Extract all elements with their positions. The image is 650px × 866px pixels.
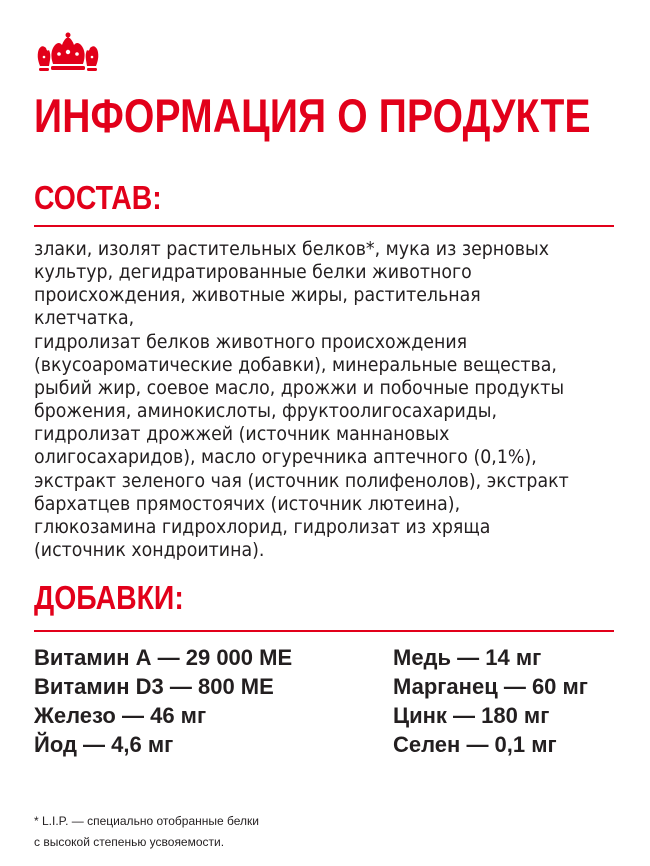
crown-icon bbox=[33, 32, 103, 74]
composition-text: злаки, изолят растительных белков*, мука из зерновых культур, дегидратированные белки животного происхождения, животные жиры, растительная клетчатка, гидролизат белков животного происхождения (вкусоароматические добавки), минеральные вещества, рыбий жир, соевое масло, дрожжи и побочные продукты брожения, аминокислоты, фруктоолигосахариды, гидролизат дрожжей (источник маннановых олигосахаридов), масло огуречника аптечного (0,1%), экстракт зеленого чая (источник полифенолов), экстракт бархатцев прямостоячих (источник лютеина), глюкозамина гидрохлорид, гидролизат из хряща (источник хондроитина). bbox=[34, 238, 569, 562]
additives-heading: ДОБАВКИ: bbox=[34, 579, 184, 616]
page-title: ИНФОРМАЦИЯ О ПРОДУКТЕ bbox=[34, 89, 591, 142]
additive-item: Цинк — 180 мг bbox=[393, 703, 550, 728]
additive-item: Селен — 0,1 мг bbox=[393, 732, 557, 757]
footnote: * L.I.P. — специально отобранные белки с высокой степенью усвояемости. bbox=[34, 814, 259, 849]
additive-item: Витамин А — 29 000 МЕ bbox=[34, 645, 293, 670]
additive-item: Витамин D3 — 800 МЕ bbox=[34, 674, 274, 699]
additive-item: Медь — 14 мг bbox=[393, 645, 542, 670]
additive-item: Йод — 4,6 мг bbox=[34, 732, 174, 757]
additives-right-column bbox=[393, 643, 588, 759]
additives-left-column bbox=[34, 643, 292, 759]
additive-item: Марганец — 60 мг bbox=[393, 674, 588, 699]
additive-item: Железо — 46 мг bbox=[34, 703, 207, 728]
composition-heading: СОСТАВ: bbox=[34, 179, 162, 216]
additives-divider bbox=[34, 630, 614, 632]
composition-divider bbox=[34, 225, 614, 227]
